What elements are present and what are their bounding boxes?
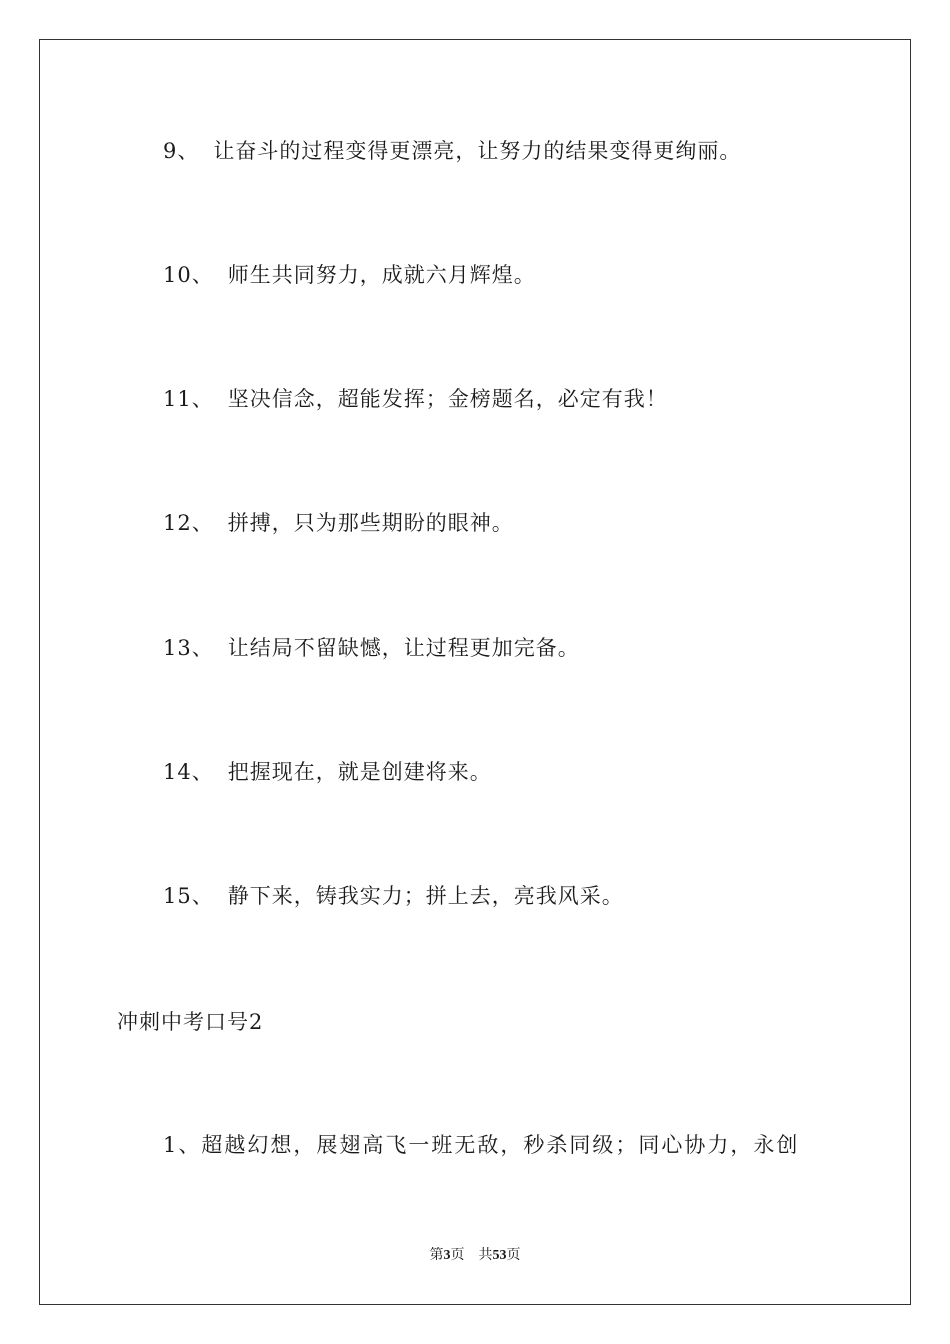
item-text: 让结局不留缺憾，让过程更加完备。 xyxy=(227,636,580,660)
total-page-number: 53 xyxy=(492,1248,507,1263)
item-text: 师生共同努力，成就六月辉煌。 xyxy=(227,263,536,287)
item-separator: 、 xyxy=(191,884,214,908)
slogan-item-13 xyxy=(163,634,580,662)
total-prefix: 共 xyxy=(478,1248,493,1263)
item-text: 把握现在，就是创建将来。 xyxy=(227,760,492,784)
item-text: 让奋斗的过程变得更漂亮，让努力的结果变得更绚丽。 xyxy=(213,139,742,163)
item-separator: 、 xyxy=(191,511,214,535)
slogan-item-12 xyxy=(163,509,514,537)
item-number: 9 xyxy=(163,139,178,163)
section-first-line: 1、超越幻想，展翅高飞一班无敌，秒杀同级；同心协力，永创 xyxy=(163,1133,800,1157)
slogan-item-11 xyxy=(163,385,668,413)
item-number: 14 xyxy=(163,760,192,784)
slogan-item-10 xyxy=(163,261,536,289)
item-text: 静下来，铸我实力；拼上去，亮我风采。 xyxy=(227,884,624,908)
item-separator: 、 xyxy=(177,139,200,163)
item-number: 12 xyxy=(163,511,192,535)
slogan-item-14 xyxy=(163,758,492,786)
item-number: 15 xyxy=(163,884,192,908)
section-heading: 冲刺中考口号2 xyxy=(117,1010,264,1034)
page-unit: 页 xyxy=(450,1248,465,1263)
page-prefix: 第 xyxy=(429,1248,444,1263)
item-number: 13 xyxy=(163,636,192,660)
page-footer xyxy=(0,1247,950,1265)
item-separator: 、 xyxy=(191,263,214,287)
item-number: 10 xyxy=(163,263,192,287)
page-border xyxy=(39,39,911,1305)
item-separator: 、 xyxy=(191,387,214,411)
item-number: 11 xyxy=(163,387,192,411)
slogan-item-9 xyxy=(163,137,741,165)
current-page-number: 3 xyxy=(443,1248,451,1263)
slogan-item-15 xyxy=(163,882,624,910)
item-text: 拼搏，只为那些期盼的眼神。 xyxy=(227,511,514,535)
item-separator: 、 xyxy=(191,760,214,784)
item-separator: 、 xyxy=(191,636,214,660)
item-text: 坚决信念，超能发挥；金榜题名，必定有我！ xyxy=(227,387,668,411)
total-unit: 页 xyxy=(506,1248,521,1263)
